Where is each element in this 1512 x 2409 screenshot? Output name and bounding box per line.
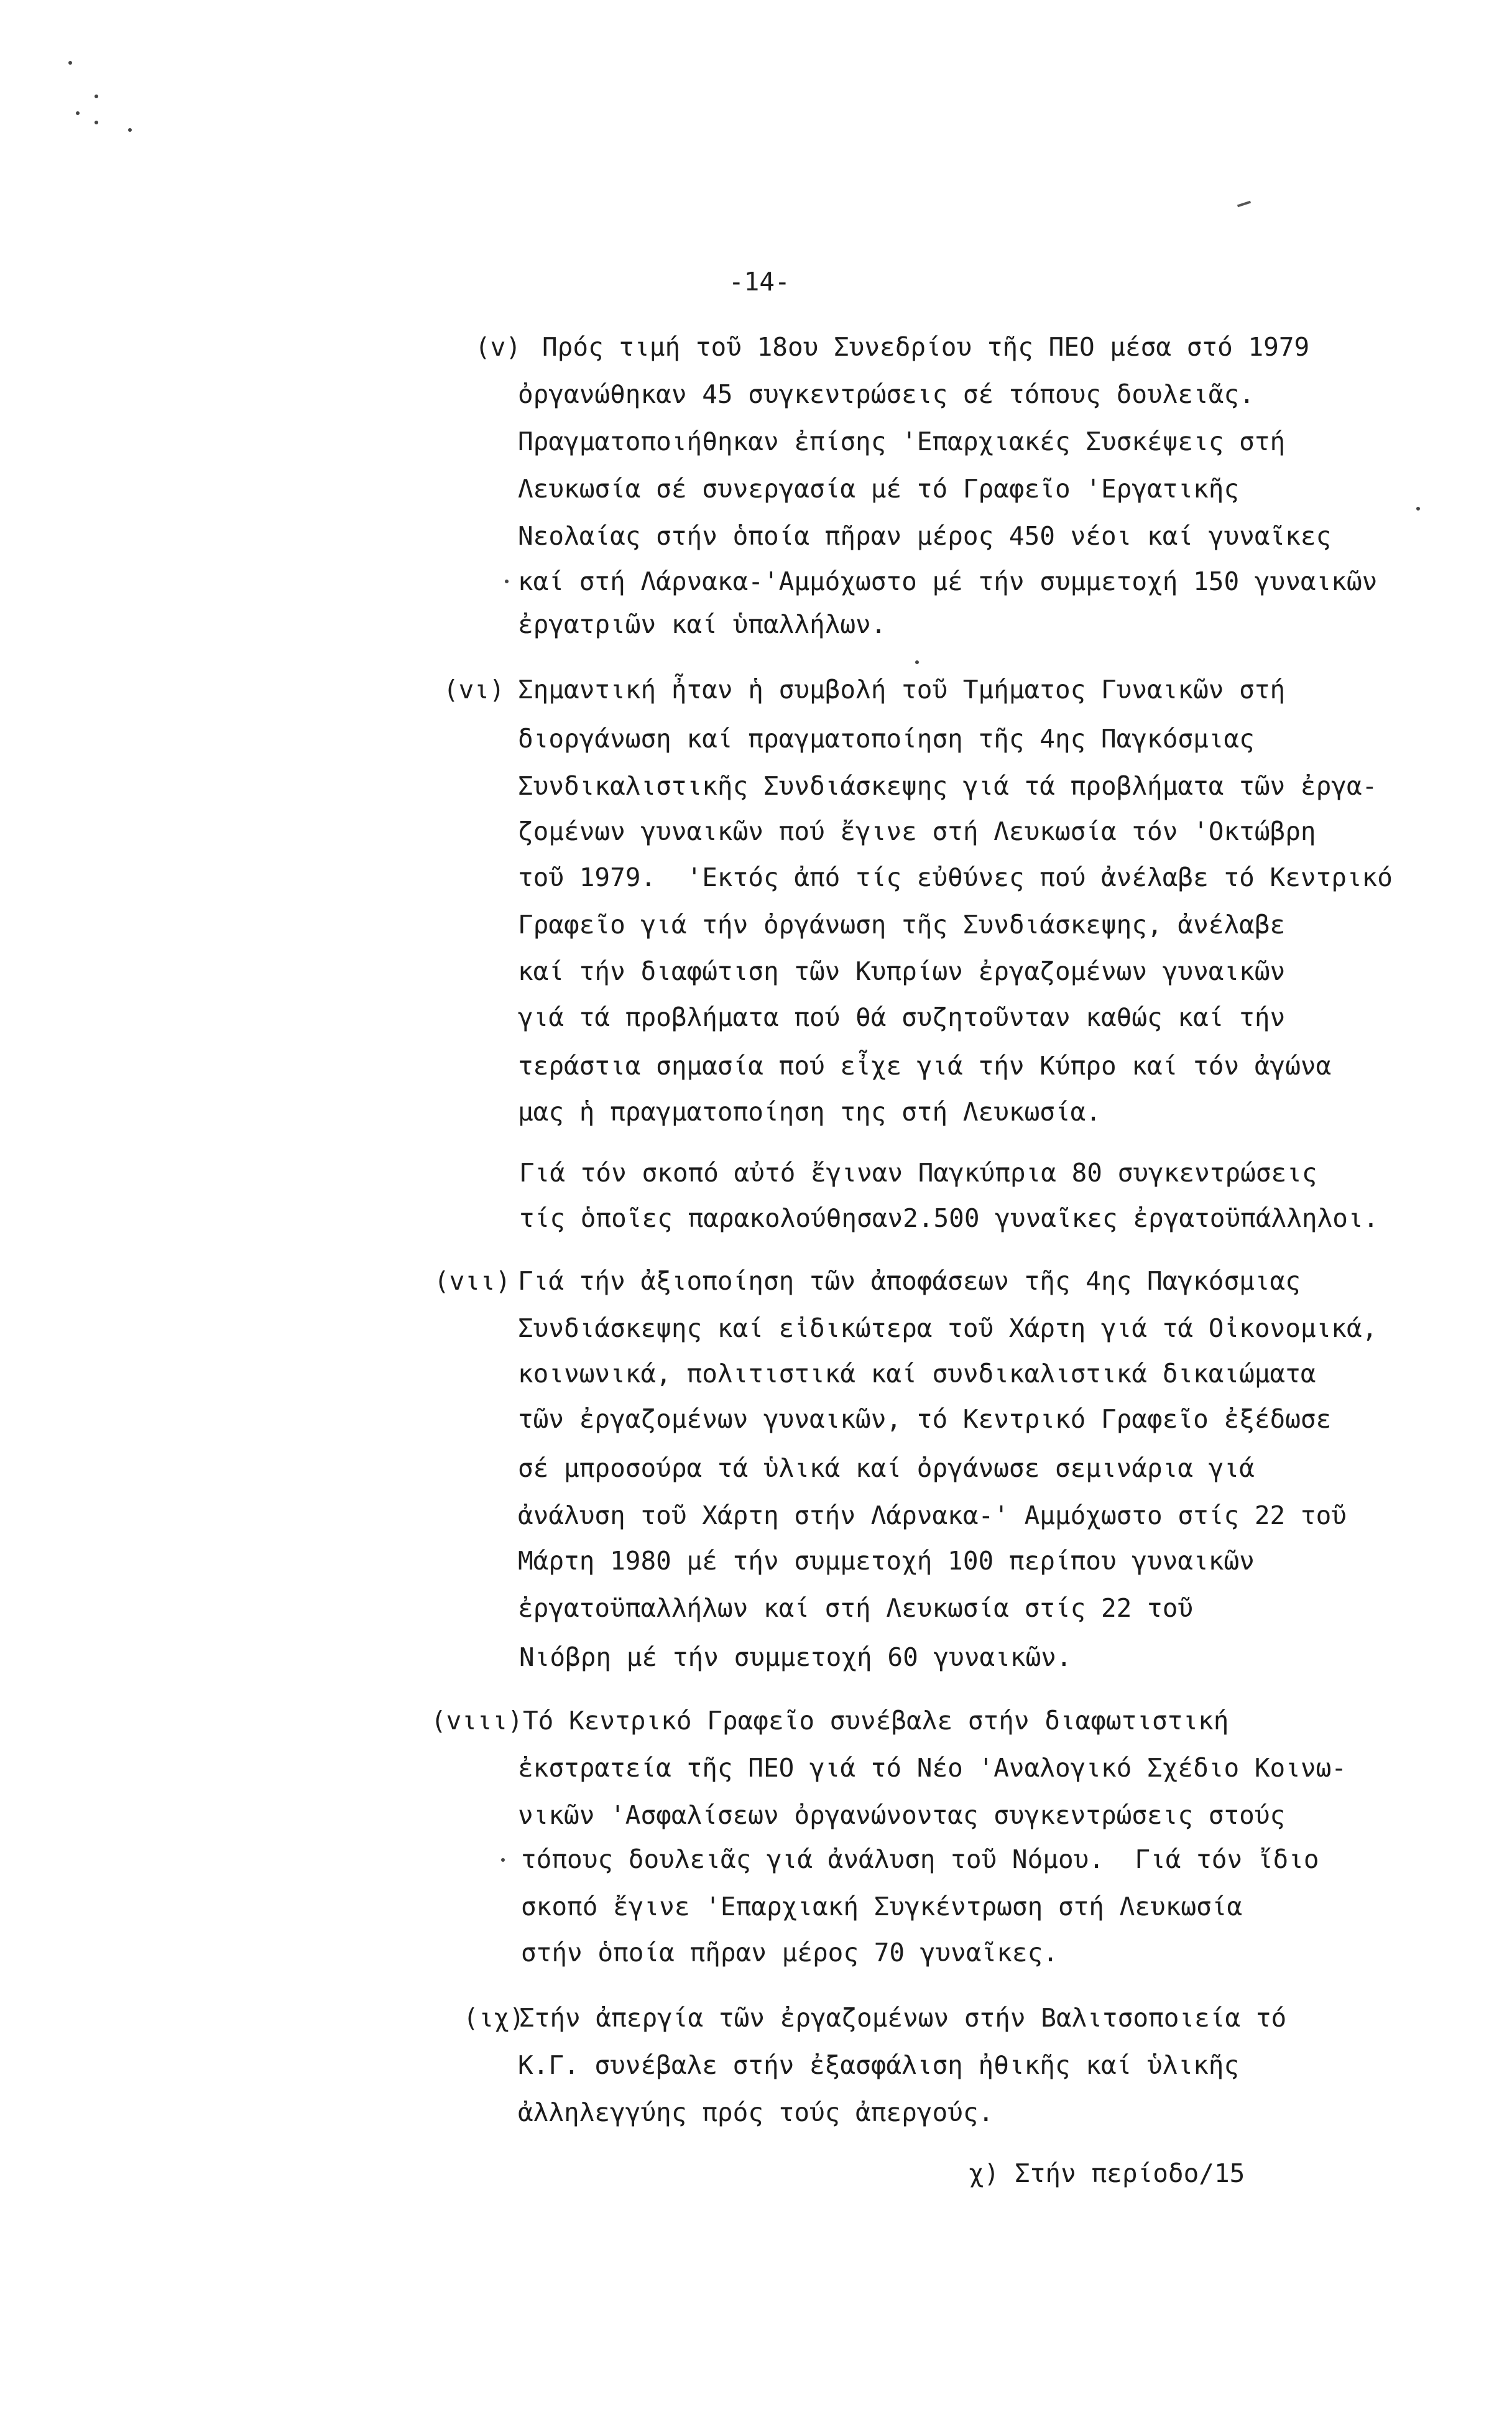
scan-speck bbox=[501, 1858, 505, 1862]
text-line: ὀργανώθηκαν 45 συγκεντρώσεις σέ τόπους δουλειᾶς. bbox=[518, 379, 1255, 409]
text-line: ἐκστρατεία τῆς ΠΕΟ γιά τό Νέο 'Αναλογικό Σχέδιο Κοινω- bbox=[518, 1753, 1347, 1783]
text-line: Τό Κεντρικό Γραφεῖο συνέβαλε στήν διαφωτιστική bbox=[523, 1706, 1229, 1736]
text-line: σέ μπροσούρα τά ὑλικά καί ὀργάνωσε σεμινάρια γιά bbox=[518, 1453, 1255, 1483]
text-line: Νεολαίας στήν ὁποία πῆραν μέρος 450 νέοι καί γυναῖκες bbox=[518, 521, 1332, 551]
text-line: καί τήν διαφώτιση τῶν Κυπρίων ἐργαζομένων γυναικῶν bbox=[518, 956, 1286, 986]
section-label: (ιχ) bbox=[463, 2003, 525, 2033]
scan-speck bbox=[128, 128, 132, 132]
text-line: Συνδιάσκεψης καί εἰδικώτερα τοῦ Χάρτη γιά τά Οἰκονομικά, bbox=[518, 1313, 1378, 1343]
text-line: τόπους δουλειᾶς γιά ἀνάλυση τοῦ Νόμου. Γιά τόν ἴδιο bbox=[521, 1844, 1319, 1874]
text-line: Στήν ἀπεργία τῶν ἐργαζομένων στήν Βαλιτσοποιεία τό bbox=[519, 2003, 1287, 2033]
text-line: σκοπό ἔγινε 'Επαρχιακή Συγκέντρωση στή Λευκωσία bbox=[521, 1892, 1243, 1921]
scan-speck bbox=[76, 111, 80, 115]
text-line: Συνδικαλιστικῆς Συνδιάσκεψης γιά τά προβλήματα τῶν ἐργα- bbox=[518, 771, 1378, 801]
page-number: -14- bbox=[729, 267, 790, 297]
scan-speck bbox=[94, 121, 98, 124]
section-label: (vιι) bbox=[434, 1266, 511, 1296]
text-line: Σημαντική ἦταν ἡ συμβολή τοῦ Τμήματος Γυναικῶν στή bbox=[518, 675, 1286, 705]
text-line: Λευκωσία σέ συνεργασία μέ τό Γραφεῖο 'Εργατικῆς bbox=[518, 474, 1240, 504]
scan-speck bbox=[94, 95, 98, 98]
text-line: Γιά τόν σκοπό αὐτό ἔγιναν Παγκύπρια 80 συγκεντρώσεις bbox=[519, 1158, 1317, 1188]
text-line: Κ.Γ. συνέβαλε στήν ἐξασφάλιση ἠθικῆς καί ὑλικῆς bbox=[518, 2050, 1240, 2080]
text-line: Πραγματοποιήθηκαν ἐπίσης 'Επαρχιακές Συσκέψεις στή bbox=[518, 427, 1286, 456]
text-line: διοργάνωση καί πραγματοποίηση τῆς 4ης Παγκόσμιας bbox=[518, 724, 1255, 754]
text-line: ζομένων γυναικῶν πού ἔγινε στή Λευκωσία τόν 'Οκτώβρη bbox=[518, 816, 1316, 846]
section-label: (v) bbox=[475, 332, 522, 362]
text-line: τῶν ἐργαζομένων γυναικῶν, τό Κεντρικό Γραφεῖο ἐξέδωσε bbox=[518, 1404, 1332, 1434]
text-line: Μάρτη 1980 μέ τήν συμμετοχή 100 περίπου γυναικῶν bbox=[518, 1546, 1255, 1576]
text-line: Πρός τιμή τοῦ 18ου Συνεδρίου τῆς ΠΕΟ μέσα στό 1979 bbox=[542, 332, 1310, 362]
footer-catchword: χ) Στήν περίοδο/15 bbox=[969, 2158, 1245, 2188]
text-line: ἐργατοϋπαλλήλων καί στή Λευκωσία στίς 22 τοῦ bbox=[518, 1593, 1194, 1623]
section-label: (vι) bbox=[443, 675, 505, 705]
text-line: κοινωνικά, πολιτιστικά καί συνδικαλιστικά δικαιώματα bbox=[518, 1359, 1316, 1389]
text-line: ἐργατριῶν καί ὑπαλλήλων. bbox=[518, 609, 887, 639]
text-line: τεράστια σημασία πού εἶχε γιά τήν Κύπρο καί τόν ἀγώνα bbox=[518, 1051, 1332, 1081]
text-line: Γραφεῖο γιά τήν ὀργάνωση τῆς Συνδιάσκεψης, ἀνέλαβε bbox=[518, 910, 1286, 940]
text-line: τίς ὁποῖες παρακολούθησαν2.500 γυναῖκες ἐργατοϋπάλληλοι. bbox=[519, 1203, 1379, 1233]
text-line: τοῦ 1979. 'Εκτός ἀπό τίς εὐθύνες πού ἀνέλαβε τό Κεντρικό bbox=[518, 862, 1393, 892]
text-line: ἀνάλυση τοῦ Χάρτη στήν Λάρνακα-' Αμμόχωστο στίς 22 τοῦ bbox=[518, 1500, 1347, 1530]
text-line: νικῶν 'Ασφαλίσεων ὀργανώνοντας συγκεντρώσεις στούς bbox=[518, 1800, 1286, 1830]
text-line: στήν ὁποία πῆραν μέρος 70 γυναῖκες. bbox=[521, 1938, 1058, 1967]
text-line: Γιά τήν ἀξιοποίηση τῶν ἀποφάσεων τῆς 4ης Παγκόσμιας bbox=[518, 1266, 1301, 1296]
scan-mark bbox=[1237, 201, 1251, 208]
text-line: γιά τά προβλήματα πού θά συζητοῦνταν καθώς καί τήν bbox=[518, 1002, 1286, 1032]
scan-speck bbox=[1416, 507, 1420, 511]
scan-speck bbox=[68, 61, 72, 65]
text-line: Νιόβρη μέ τήν συμμετοχή 60 γυναικῶν. bbox=[519, 1642, 1072, 1672]
scan-speck bbox=[505, 580, 509, 583]
section-label: (vιιι) bbox=[431, 1706, 523, 1736]
scan-speck bbox=[915, 660, 919, 664]
text-line: ἀλληλεγγύης πρός τούς ἀπεργούς. bbox=[518, 2097, 994, 2127]
text-line: καί στή Λάρνακα-'Αμμόχωστο μέ τήν συμμετοχή 150 γυναικῶν bbox=[518, 566, 1378, 596]
text-line: μας ἡ πραγματοποίηση της στή Λευκωσία. bbox=[518, 1097, 1101, 1127]
